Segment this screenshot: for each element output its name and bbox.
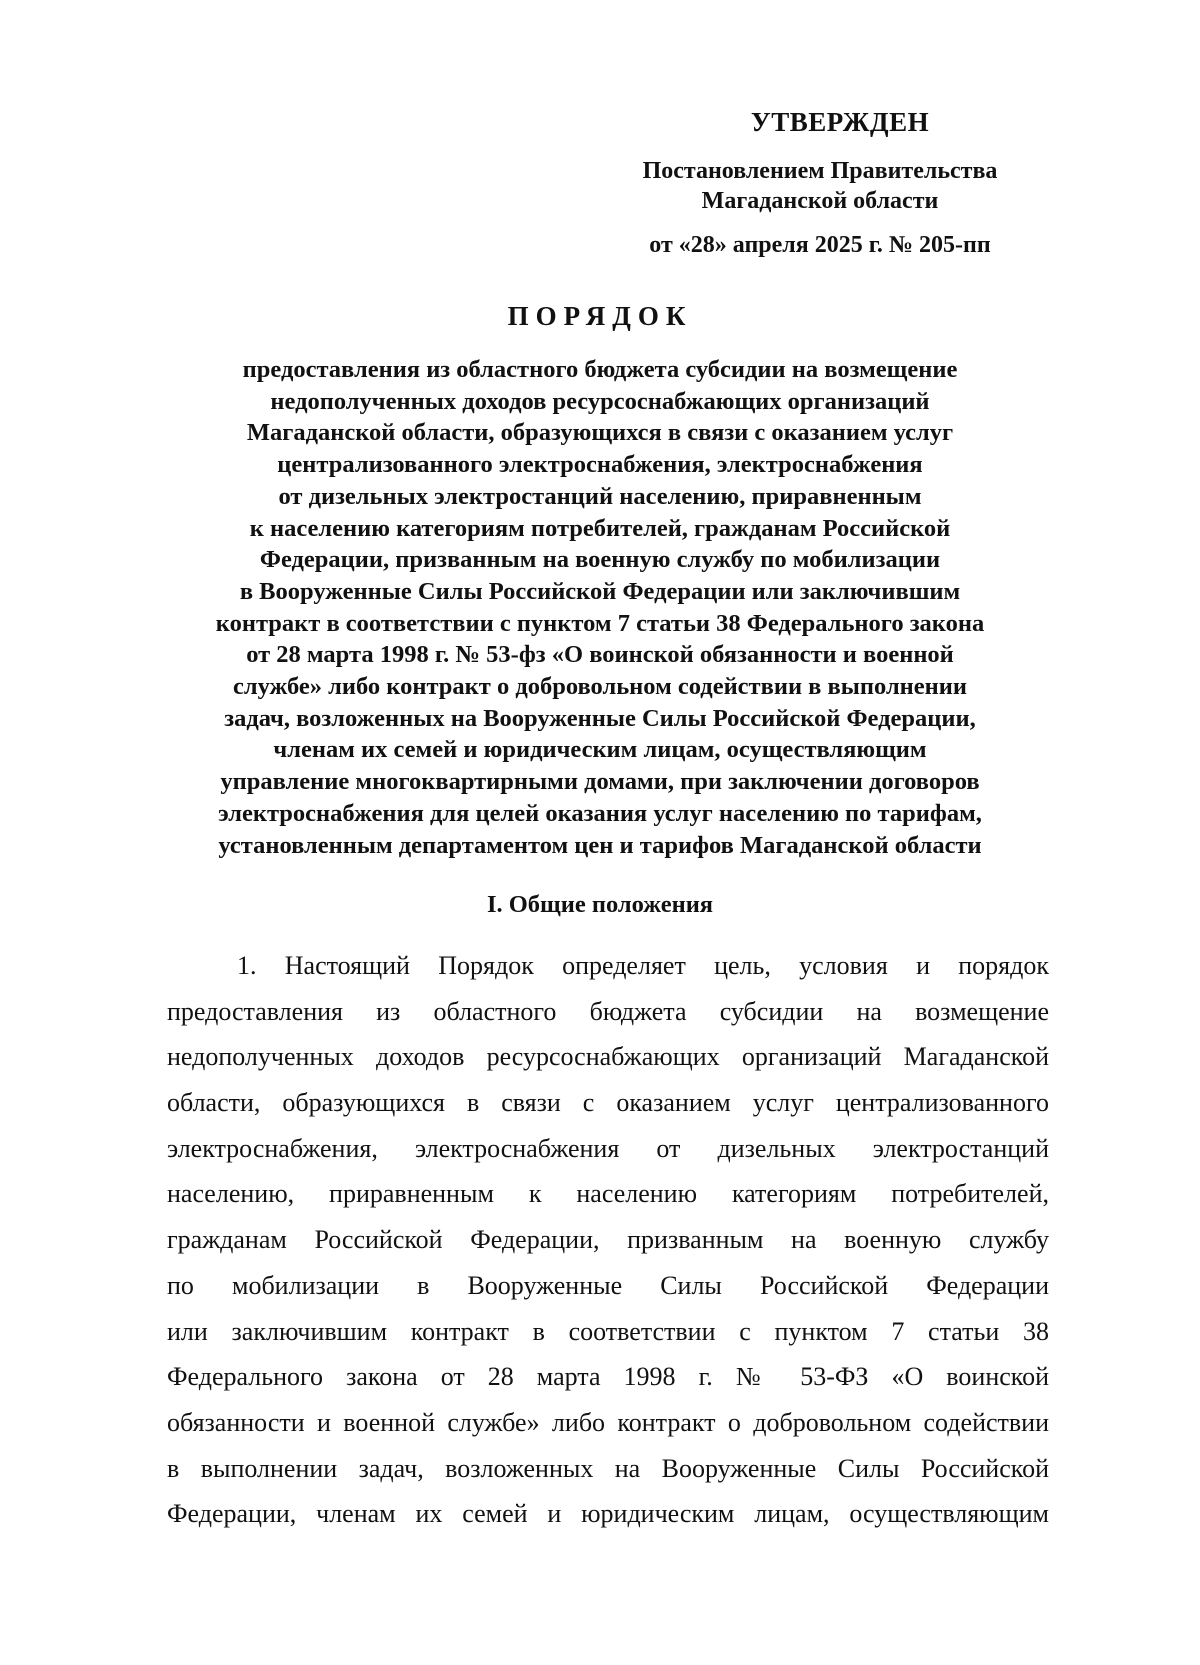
- subtitle-line: от 28 марта 1998 г. № 53-фз «О воинской обязанности и военной: [246, 641, 954, 669]
- paragraph-line: 1. Настоящий Порядок определяет цель, условия и порядок: [237, 951, 1049, 980]
- document-title: ПОРЯДОК: [507, 301, 693, 331]
- section-heading: I. Общие положения: [486, 891, 714, 918]
- approval-title: УТВЕРЖДЕН: [750, 107, 930, 137]
- approval-authority-line-2: Магаданской области: [701, 188, 939, 214]
- paragraph-line: предоставления из областного бюджета субсидии на возмещение: [167, 996, 1049, 1026]
- paragraph-line: обязанности и военной службе» либо контракт о добровольном содействии: [167, 1407, 1049, 1437]
- paragraph-line: по мобилизации в Вооруженные Силы Российской Федерации: [167, 1270, 1049, 1300]
- subtitle-line: предоставления из областного бюджета субсидии на возмещение: [242, 356, 958, 383]
- subtitle-line: членам их семей и юридическим лицам, осуществляющим: [273, 736, 927, 764]
- document-subtitle: [150, 354, 1050, 861]
- paragraph-line: недополученных доходов ресурсоснабжающих организаций Магаданской: [167, 1042, 1049, 1072]
- approval-stamp-block: [600, 106, 1040, 260]
- subtitle-line: управление многоквартирными домами, при заключении договоров: [220, 768, 980, 796]
- subtitle-line: в Вооруженные Силы Российской Федерации или заключившим: [239, 577, 961, 605]
- subtitle-line: Федерации, призванным на военную службу по мобилизации: [259, 546, 941, 574]
- paragraph-line: гражданам Российской Федерации, призванным на военную службу: [167, 1225, 1049, 1255]
- approval-date-line: от «28» апреля 2025 г. № 205-пп: [649, 232, 991, 258]
- subtitle-line: службе» либо контракт о добровольном содействии в выполнении: [232, 673, 968, 701]
- subtitle-line: централизованного электроснабжения, электроснабжения: [277, 451, 923, 479]
- subtitle-line: к населению категориям потребителей, гражданам Российской: [249, 514, 951, 542]
- paragraph-line: в выполнении задач, возложенных на Вооруженные Силы Российской: [167, 1453, 1049, 1483]
- paragraph-line: области, образующихся в связи с оказанием услуг централизованного: [167, 1088, 1049, 1118]
- subtitle-line: электроснабжения для целей оказания услуг населению по тарифам,: [218, 799, 982, 827]
- paragraph-line: населению, приравненным к населению категориям потребителей,: [167, 1179, 1049, 1209]
- paragraph-line: или заключившим контракт в соответствии с пунктом 7 статьи 38: [167, 1316, 1049, 1346]
- subtitle-line: Магаданской области, образующихся в связи с оказанием услуг: [246, 419, 954, 447]
- subtitle-line: задач, возложенных на Вооруженные Силы Российской Федерации,: [224, 704, 976, 732]
- paragraph-line: Федерации, членам их семей и юридическим лицам, осуществляющим: [167, 1499, 1049, 1529]
- paragraph-line: электроснабжения, электроснабжения от дизельных электростанций: [167, 1133, 1049, 1163]
- subtitle-line: недополученных доходов ресурсоснабжающих организаций: [270, 387, 930, 415]
- paragraph-line: Федерального закона от 28 марта 1998 г. № 53-ФЗ «О воинской: [167, 1362, 1049, 1392]
- approval-authority-line-1: Постановлением Правительства: [642, 158, 998, 184]
- subtitle-line: контракт в соответствии с пунктом 7 статьи 38 Федерального закона: [215, 609, 985, 637]
- subtitle-line: установленным департаментом цен и тарифов Магаданской области: [218, 831, 982, 859]
- section-paragraph: [167, 943, 1049, 1537]
- subtitle-line: от дизельных электростанций населению, приравненным: [278, 482, 922, 510]
